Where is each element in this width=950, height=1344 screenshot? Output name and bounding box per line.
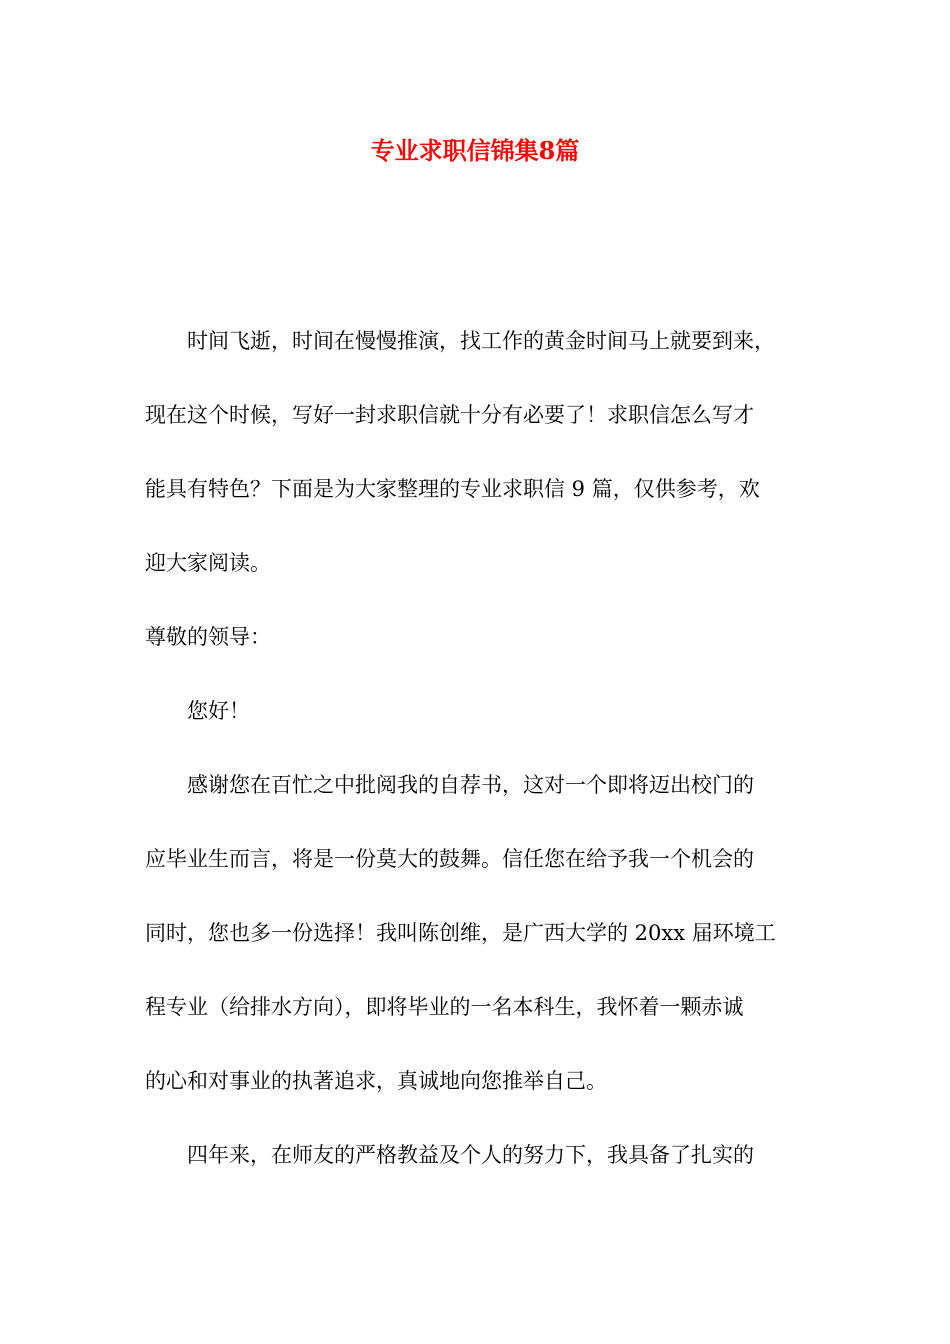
- text-line: 时间飞逝，时间在慢慢推演，找工作的黄金时间马上就要到来，: [187, 329, 775, 353]
- text-line: 四年来，在师友的严格教益及个人的努力下，我具备了扎实的: [187, 1143, 754, 1167]
- text-line: 同时，您也多一份选择！我叫陈创维，是广西大学的 20xx 届环境工: [145, 921, 776, 945]
- text-line: 现在这个时候，写好一封求职信就十分有必要了！求职信怎么写才: [145, 403, 754, 427]
- greeting-paragraph: [145, 693, 810, 730]
- text-line: 程专业（给排水方向），即将毕业的一名本科生，我怀着一颗赤诚: [145, 995, 744, 1019]
- salutation: 尊敬的领导：: [145, 625, 271, 649]
- greeting: 您好！: [187, 699, 250, 723]
- text-line: 应毕业生而言，将是一份莫大的鼓舞。信任您在给予我一个机会的: [145, 847, 754, 871]
- text-line: 迎大家阅读。: [145, 551, 271, 575]
- salutation-paragraph: [145, 619, 810, 656]
- document-body: [145, 323, 810, 1211]
- text-line: 能具有特色？下面是为大家整理的专业求职信 9 篇，仅供参考，欢: [145, 477, 760, 501]
- body-paragraph-1: [145, 767, 810, 1100]
- body-paragraph-2: [145, 1137, 810, 1174]
- text-line: 的心和对事业的执著追求，真诚地向您推举自己。: [145, 1069, 607, 1093]
- text-line: 感谢您在百忙之中批阅我的自荐书，这对一个即将迈出校门的: [187, 773, 754, 797]
- document-title: 专业求职信锦集8篇: [370, 136, 580, 165]
- intro-paragraph: [145, 323, 810, 582]
